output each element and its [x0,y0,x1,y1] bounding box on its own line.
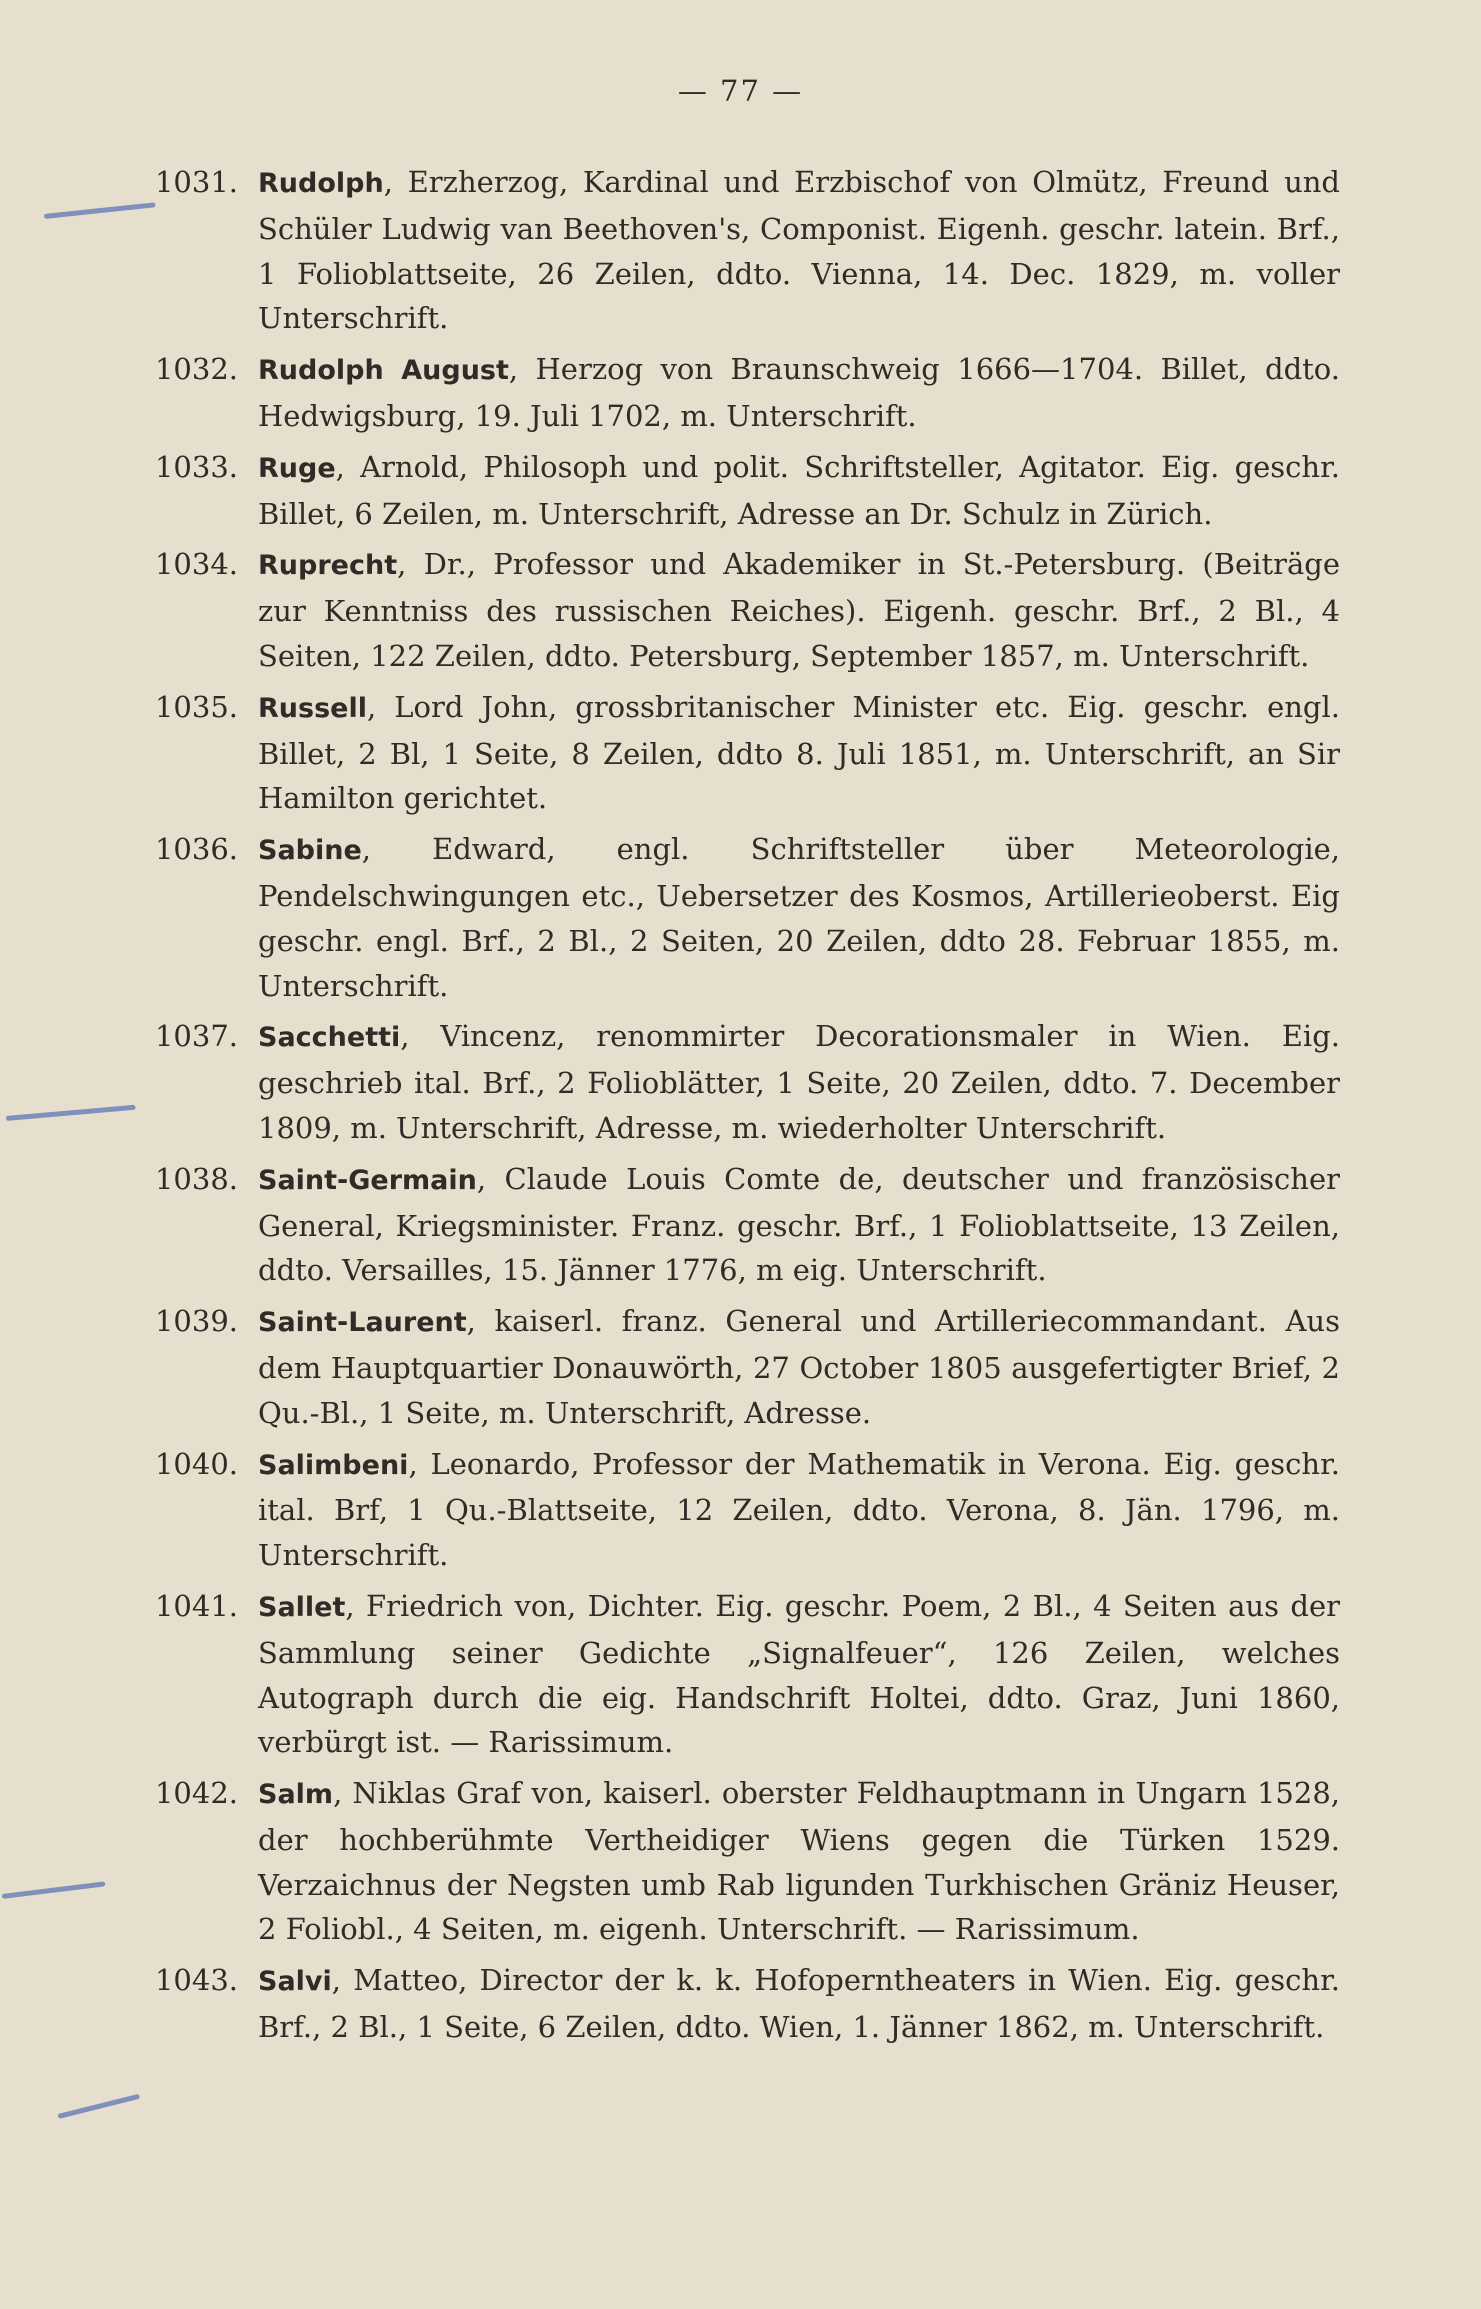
entry-description: , kaiserl. franz. General und Artilleriecommandant. Aus dem Hauptquartier Donauwörth, 27 October 1805 ausgefertigter Brief, 2 Qu.-Bl., 1 Seite, m. Unterschrift, Adresse. [258,1304,1340,1430]
entry-number: 1032. [154,352,238,387]
catalog-entry [150,347,1340,439]
entry-name: Russell [258,692,367,724]
entry-name: Rudolph August [258,355,509,387]
entry-name: Sacchetti [258,1022,401,1054]
entry-number: 1035. [154,689,238,724]
entry-name: Saint-Laurent [258,1307,467,1339]
catalog-entries [150,160,1340,2056]
entry-description: , Dr., Professor und Akademiker in St.-Petersburg. (Beiträge zur Kenntniss des russischen Reiches). Eigenh. geschr. Brf., 2 Bl., 4 Seiten, 122 Zeilen, ddto. Petersburg, September 1857, m. Unterschrift. [258,547,1340,673]
entry-name: Sallet [258,1591,346,1623]
entry-description: , Edward, engl. Schriftsteller über Meteorologie, Pendelschwingungen etc., Uebersetzer des Kosmos, Artillerieoberst. Eig geschr. engl. Brf., 2 Bl., 2 Seiten, 20 Zeilen, ddto 28. Februar 1855, m. Unterschrift. [258,832,1340,1003]
entry-description: , Herzog von Braunschweig 1666—1704. Billet, ddto. Hedwigsburg, 19. Juli 1702, m. Unterschrift. [258,352,1340,433]
entry-number: 1042. [154,1776,238,1811]
entry-text [258,542,1340,678]
entry-description: , Niklas Graf von, kaiserl. oberster Feldhauptmann in Ungarn 1528, der hochberühmte Vertheidiger Wiens gegen die Türken 1529. Verzaichnus der Negsten umb Rab ligunden Turkhischen Gräniz Heuser, 2 Foliobl., 4 Seiten, m. eigenh. Unterschrift. — Rarissimum. [258,1776,1340,1947]
catalog-entry [150,542,1340,678]
entry-text [258,827,1340,1008]
entry-text [258,347,1340,439]
catalog-entry [150,1771,1340,1952]
entry-name: Saint-Germain [258,1164,477,1196]
entry-number: 1036. [154,832,238,867]
catalog-entry [150,827,1340,1008]
catalog-entry [150,160,1340,341]
pencil-mark-1042 [2,1881,106,1899]
entry-description: , Vincenz, renommirter Decorationsmaler in Wien. Eig. geschrieb ital. Brf., 2 Folioblätter, 1 Seite, 20 Zeilen, ddto. 7. December 1809, m. Unterschrift, Adresse, m. wiederholter Unterschrift. [258,1019,1340,1145]
entry-description: , Friedrich von, Dichter. Eig. geschr. Poem, 2 Bl., 4 Seiten aus der Sammlung seiner Gedichte „Signalfeuer“, 126 Zeilen, welches Autograph durch die eig. Handschrift Holtei, ddto. Graz, Juni 1860, verbürgt ist. — Rarissimum. [258,1588,1340,1760]
entry-number: 1041. [154,1588,238,1623]
catalog-entry [150,445,1340,537]
entry-text [258,1584,1340,1765]
entry-number: 1031. [154,165,238,199]
page-number: — 77 — [677,74,804,108]
catalog-entry [150,685,1340,821]
entry-description: , Leonardo, Professor der Mathematik in Verona. Eig. geschr. ital. Brf, 1 Qu.-Blattseite, 12 Zeilen, ddto. Verona, 8. Jän. 1796, m. Unterschrift. [258,1446,1340,1573]
entry-name: Rudolph [258,168,384,199]
entry-name: Salm [258,1779,334,1811]
entry-number: 1038. [154,1161,238,1196]
pencil-mark-1031 [44,202,156,219]
entry-number: 1033. [154,449,238,484]
entry-name: Ruprecht [258,550,398,582]
pencil-mark-1037 [6,1105,136,1121]
entry-description: , Arnold, Philosoph und polit. Schriftsteller, Agitator. Eig. geschr. Billet, 6 Zeilen, m. Unterschrift, Adresse an Dr. Schulz in Zürich. [258,449,1340,531]
entry-text [258,1014,1340,1150]
entry-name: Salimbeni [258,1449,409,1481]
entry-number: 1039. [154,1304,238,1339]
entry-description: , Lord John, grossbritanischer Minister etc. Eig. geschr. engl. Billet, 2 Bl, 1 Seite, 8 Zeilen, ddto 8. Juli 1851, m. Unterschrift, an Sir Hamilton gerichtet. [258,689,1340,816]
catalog-entry [150,1958,1340,2050]
catalog-entry [150,1584,1340,1765]
entry-text [258,160,1340,341]
pencil-mark-1043 [57,2094,140,2119]
entry-number: 1034. [154,547,238,582]
entry-description: , Erzherzog, Kardinal und Erzbischof von Olmütz, Freund und Schüler Ludwig van Beethoven's, Componist. Eigenh. geschr. latein. Brf., 1 Folioblattseite, 26 Zeilen, ddto. Vienna, 14. Dec. 1829, m. voller Unterschrift. [258,165,1340,336]
entry-text [258,1157,1340,1293]
catalog-entry [150,1299,1340,1435]
entry-name: Ruge [258,452,336,484]
entry-name: Salvi [258,1966,332,1998]
entry-description: , Claude Louis Comte de, deutscher und französischer General, Kriegsminister. Franz. geschr. Brf., 1 Folioblattseite, 13 Zeilen, ddto. Versailles, 15. Jänner 1776, m eig. Unterschrift. [258,1161,1340,1288]
entry-number: 1037. [154,1019,238,1054]
entry-text [258,685,1340,821]
entry-number: 1040. [154,1446,238,1481]
entry-text [258,1442,1340,1578]
entry-description: , Matteo, Director der k. k. Hofoperntheaters in Wien. Eig. geschr. Brf., 2 Bl., 1 Seite, 6 Zeilen, ddto. Wien, 1. Jänner 1862, m. Unterschrift. [258,1963,1340,2045]
catalog-entry [150,1014,1340,1150]
entry-text [258,445,1340,537]
entry-text [258,1299,1340,1435]
catalog-entry [150,1442,1340,1578]
entry-text [258,1771,1340,1952]
catalog-entry [150,1157,1340,1293]
entry-text [258,1958,1340,2050]
entry-name: Sabine [258,835,362,867]
entry-number: 1043. [154,1963,238,1998]
